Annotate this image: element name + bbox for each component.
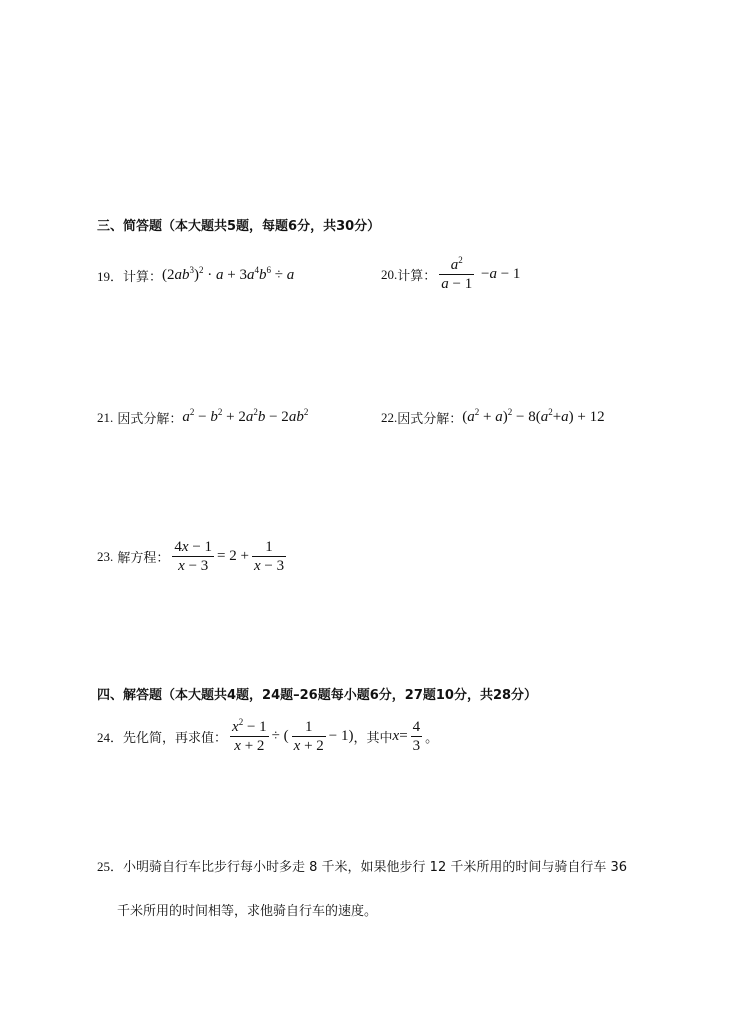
question-24-end: 。 [425,731,439,746]
fraction: $\frac{4}{3}$ [412,719,421,754]
question-24-label: 先化简，再求值： [123,731,228,746]
question-20-label: 计算： [397,269,437,284]
question-21-number: 21. [97,409,114,425]
question-21 [97,408,308,427]
fraction: $\frac{x^2 - 1}{x + 2}$ [232,717,267,754]
section-4-title: 四、解答题（本大题共4题，24题–26题每小题6分，27题10分，共28分） [97,688,538,703]
question-21-expression: $a^2 - b^2 + 2a^2b - 2ab^2$ [182,407,309,425]
question-23-number: 23. [97,548,114,564]
question-25-text: 小明骑自行车比步行每小时多走 8 千米，如果他步行 12 千米所用的时间与骑自行车 36 [123,860,628,875]
question-19 [97,266,294,285]
question-25-line-2: 千米所用的时间相等，求他骑自行车的速度。 [117,904,378,919]
question-22 [381,408,605,427]
question-25-line-1 [97,856,627,875]
question-23 [97,538,289,575]
question-19-number: 19． [97,269,124,284]
question-24-variable: x [392,728,400,744]
question-22-number: 22. [381,409,398,425]
fraction: $\frac{4x - 1}{x - 3}$ [174,539,213,574]
question-22-label: 因式分解： [397,412,463,427]
question-20 [381,256,520,293]
question-24-number: 24． [97,730,124,745]
question-23-label: 解方程： [117,551,170,566]
fraction: $\frac{a^2}{a - 1}$ [441,255,473,292]
question-24: 24． 先化简，再求值： $\frac{x^2 - 1}{x + 2}$ ÷ ( $\frac{1}{x + 2}$ − 1) ，其中 x = $\frac{4}{3}$ 。 [97,717,439,754]
question-19-label: 计算： [123,270,163,285]
question-22-expression: $(a^2 + a)^2 - 8(a^2+a) + 12$ [462,407,605,425]
fraction: $\frac{1}{x + 2}$ [293,719,324,754]
question-24-condition: ，其中 [353,731,393,746]
question-25-number: 25． [97,859,124,874]
question-19-expression: $(2ab^3)^2 \cdot a + 3a^4b^6 \div a$ [162,265,295,283]
question-24-expression: $\frac{x^2 - 1}{x + 2}$ ÷ ( $\frac{1}{x + 2}$ − 1) [232,717,354,754]
question-20-expression: $\frac{a^2}{a - 1}$ − a − 1 [441,255,521,292]
question-21-label: 因式分解： [117,412,183,427]
fraction: $\frac{1}{x - 3}$ [253,539,285,574]
section-3-title: 三、简答题（本大题共5题，每题6分，共30分） [97,219,381,234]
question-20-number: 20. [381,266,398,282]
question-23-equation: $\frac{4x - 1}{x - 3}$ = 2 + $\frac{1}{x - 3}$ [174,539,285,574]
